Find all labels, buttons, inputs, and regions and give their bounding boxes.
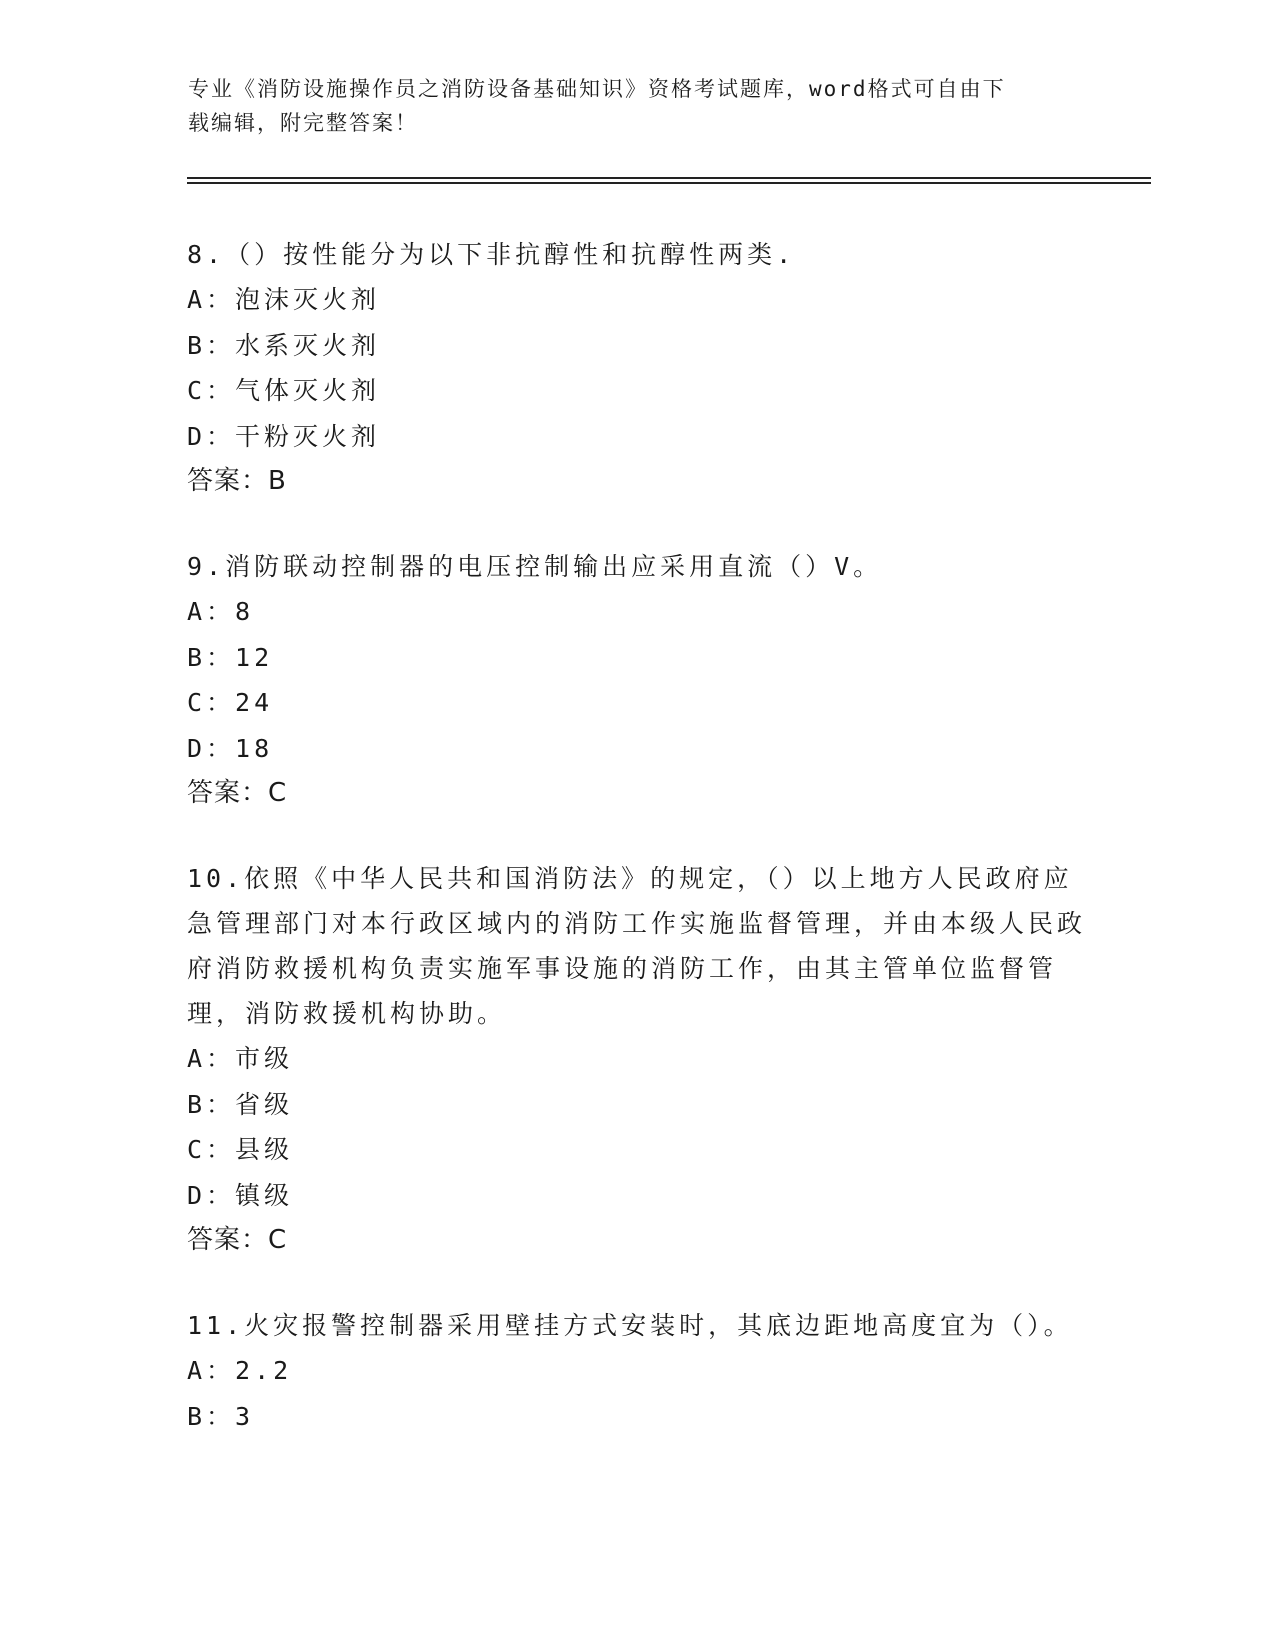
question-list: [187, 232, 1087, 1479]
option-b: B：3: [187, 1401, 255, 1431]
question-text: 10.依照《中华人民共和国消防法》的规定，（）以上地方人民政府应急管理部门对本行政区域内的消防工作实施监督管理，并由本级人民政府消防救援机构负责实施军事设施的消防工作，由其主管单位监督管理，消防救援机构协助。: [187, 864, 1087, 1028]
option-d: D：镇级: [187, 1180, 294, 1210]
option-b: B：水系灭火剂: [187, 330, 381, 360]
header-line-2: 载编辑，附完整答案！: [188, 111, 418, 135]
document-header: [188, 72, 1088, 140]
option-d: D：干粉灭火剂: [187, 421, 381, 451]
question-text: 8.（）按性能分为以下非抗醇性和抗醇性两类.: [187, 240, 796, 269]
option-b: B：12: [187, 642, 274, 672]
question-text: 9.消防联动控制器的电压控制输出应采用直流（）V。: [187, 552, 883, 581]
header-line-1: 专业《消防设施操作员之消防设备基础知识》资格考试题库，word格式可自由下: [188, 77, 1006, 101]
option-a: A：市级: [187, 1044, 294, 1073]
question-9: [187, 544, 1087, 816]
question-10: [187, 856, 1087, 1263]
header-divider-top: [187, 177, 1151, 179]
option-c: C：气体灭火剂: [187, 376, 381, 405]
option-a: A：2.2: [187, 1356, 293, 1385]
option-c: C：县级: [187, 1135, 294, 1164]
option-c: C：24: [187, 688, 274, 717]
answer-line: 答案：C: [187, 778, 288, 808]
header-divider-bottom: [187, 182, 1151, 184]
question-8: [187, 232, 1087, 504]
option-d: D：18: [187, 733, 274, 763]
question-11: [187, 1303, 1087, 1439]
option-a: A：8: [187, 597, 255, 626]
option-a: A：泡沫灭火剂: [187, 285, 381, 314]
answer-line: 答案：C: [187, 1225, 288, 1255]
question-text: 11.火灾报警控制器采用壁挂方式安装时，其底边距地高度宜为（）。: [187, 1311, 1073, 1340]
option-b: B：省级: [187, 1089, 294, 1119]
answer-line: 答案：B: [187, 466, 287, 496]
